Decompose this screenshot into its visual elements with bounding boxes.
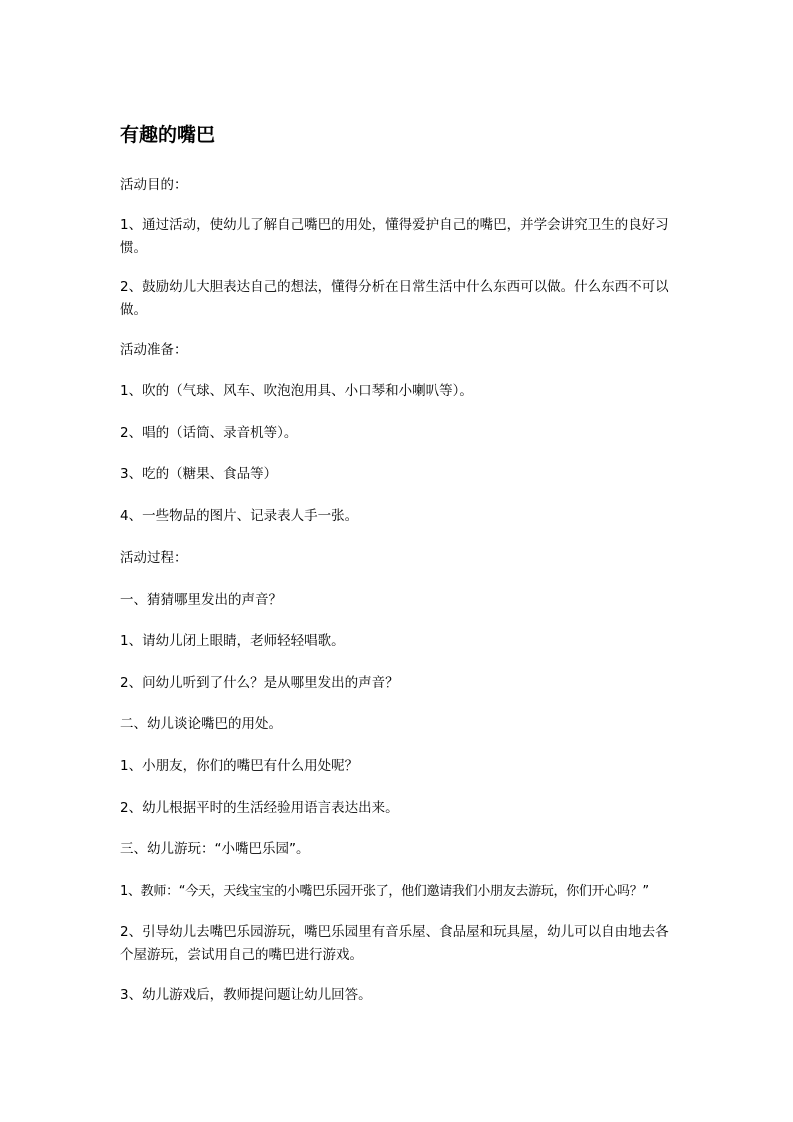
paragraph: 二、幼儿谈论嘴巴的用处。 [120, 716, 282, 732]
paragraph: 1、教师：“今天，天线宝宝的小嘴巴乐园开张了，他们邀请我们小朋友去游玩，你们开心吗？” [120, 884, 649, 899]
paragraph: 1、吹的（气球、风车、吹泡泡用具、小口琴和小喇叭等）。 [120, 383, 473, 399]
paragraph: 2、问幼儿听到了什么？是从哪里发出的声音？ [120, 675, 399, 691]
document-title: 有趣的嘴巴 [120, 124, 216, 146]
paragraph: 1、通过活动，使幼儿了解自己嘴巴的用处，懂得爱护自己的嘴巴，并学会讲究卫生的良好习惯。 [120, 217, 669, 256]
paragraph: 三、幼儿游玩：“小嘴巴乐园”。 [120, 841, 310, 857]
paragraph: 一、猜猜哪里发出的声音？ [120, 592, 282, 608]
section-heading-preparation: 活动准备： [120, 342, 188, 358]
section-heading-process: 活动过程： [120, 550, 188, 566]
paragraph: 1、小朋友，你们的嘴巴有什么用处呢？ [120, 758, 359, 774]
paragraph: 4、一些物品的图片、记录表人手一张。 [120, 508, 359, 524]
paragraph: 1、请幼儿闭上眼睛，老师轻轻唱歌。 [120, 633, 345, 649]
paragraph: 3、幼儿游戏后，教师提问题让幼儿回答。 [120, 987, 372, 1003]
paragraph: 2、引导幼儿去嘴巴乐园游玩，嘴巴乐园里有音乐屋、食品屋和玩具屋，幼儿可以自由地去各个屋游玩，尝试用自己的嘴巴进行游戏。 [120, 924, 669, 963]
section-heading-goals: 活动目的： [120, 177, 188, 193]
paragraph: 3、吃的（糖果、食品等） [120, 466, 278, 482]
paragraph: 2、鼓励幼儿大胆表达自己的想法，懂得分析在日常生活中什么东西可以做。什么东西不可以做。 [120, 279, 669, 318]
paragraph: 2、幼儿根据平时的生活经验用语言表达出来。 [120, 800, 399, 816]
paragraph: 2、唱的（话筒、录音机等）。 [120, 425, 298, 441]
